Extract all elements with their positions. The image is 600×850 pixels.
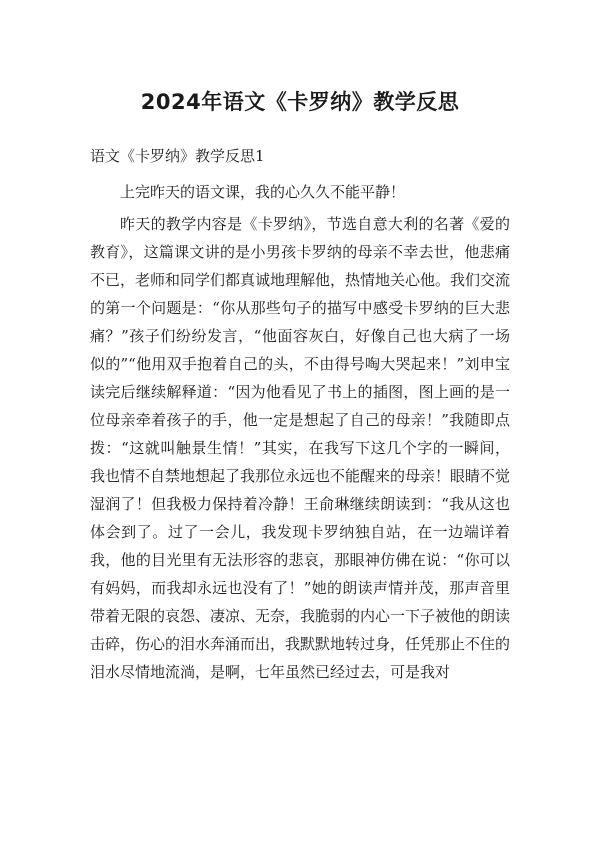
paragraph: 上完昨天的语文课，我的心久久不能平静！ bbox=[120, 183, 406, 201]
document-body bbox=[90, 174, 510, 686]
paragraph: 昨天的教学内容是《卡罗纳》，节选自意大利的名著《爱的教育》，这篇课文讲的是小男孩卡罗纳的母亲不幸去世，他悲痛不已，老师和同学们都真诚地理解他，热情地关心他。我们交流的第一个问题是：“你从那些句子的描写中感受卡罗纳的巨大悲痛？”孩子们纷纷发言，“他面容灰白，好像自己也大病了一场似的”“他用双手抱着自己的头，不由得号啕大哭起来！”刘申宝读完后继续解释道：“因为他看见了书上的插图，图上画的是一位母亲牵着孩子的手，他一定是想起了自己的母亲！”我随即点拨：“这就叫触景生情！”其实，在我写下这几个字的一瞬间，我也情不自禁地想起了我那位永远也不能醒来的母亲！眼睛不觉湿润了！但我极力保持着冷静！王俞琳继续朗读到：“我从这也体会到了。过了一会儿，我发现卡罗纳独自站，在一边端详着我，他的目光里有无法形容的悲哀，那眼神仿佛在说：“你可以有妈妈，而我却永远也没有了！”她的朗读声情并茂，那声音里带着无限的哀怨、凄凉、无奈，我脆弱的内心一下子被他的朗读击碎，伤心的泪水奔涌而出，我默默地转过身，任凭那止不住的泪水尽情地流淌，是啊，七年虽然已经过去，可是我对 bbox=[90, 215, 511, 681]
page-title: 2024年语文《卡罗纳》教学反思 bbox=[140, 90, 460, 114]
section-heading: 语文《卡罗纳》教学反思1 bbox=[90, 147, 265, 165]
